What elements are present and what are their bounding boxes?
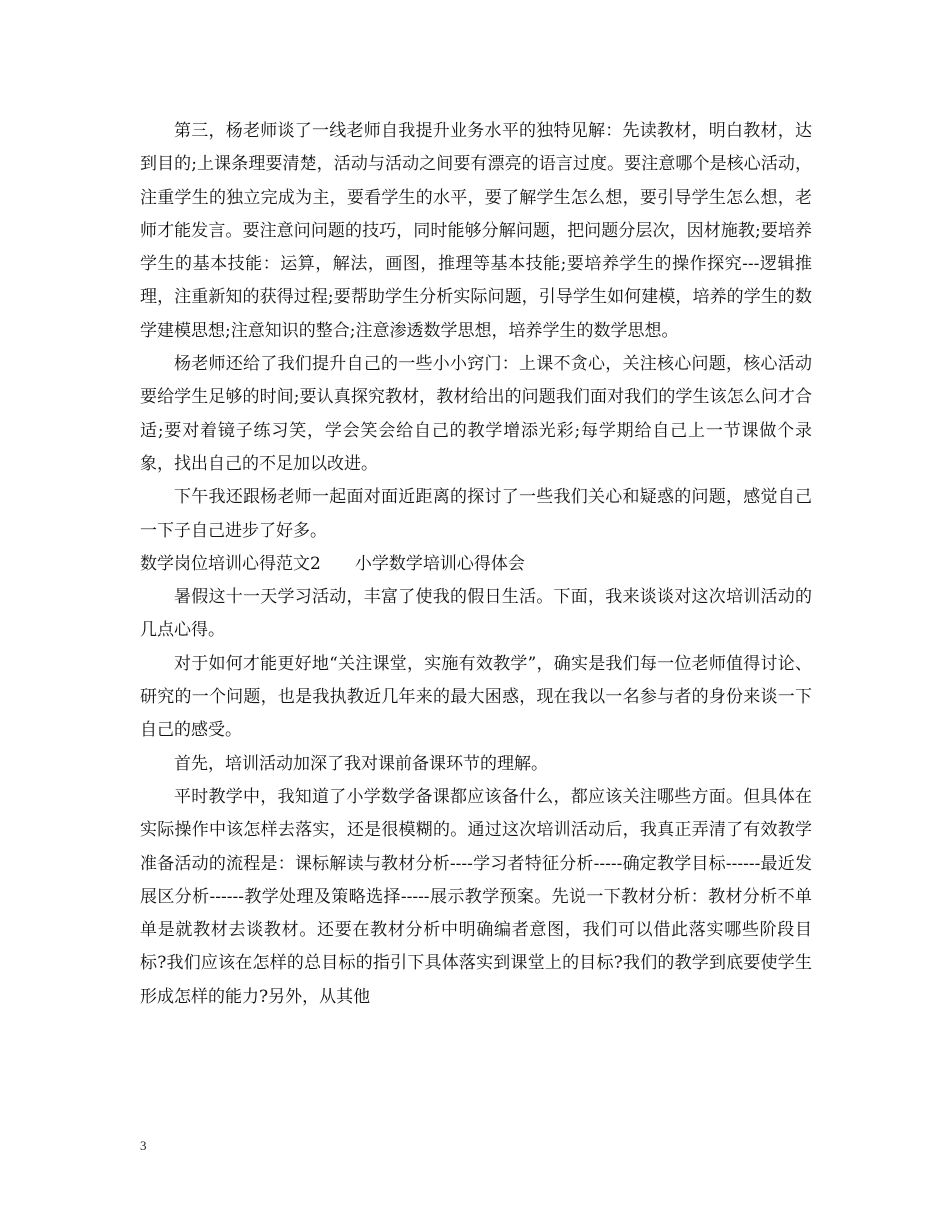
paragraph-teaching-process: 平时教学中，我知道了小学数学备课都应该备什么，都应该关注哪些方面。但具体在实际操作中该怎样去落实，还是很模糊的。通过这次培训活动后，我真正弄清了有效教学准备活动的流程是：课标解读与教材分析----学习者特征分析-----确定教学目标------最近发展区分析------教学处理及策略选择-----展示教学预案。先说一下教材分析：教材分析不单单是就教材去谈教材。还要在教材分析中明确编者意图，我们可以借此落实哪些阶段目标?我们应该在怎样的总目标的指引下具体落实到课堂上的目标?我们的教学到底要使学生形成怎样的能力?另外，从其他 xyxy=(140,786,812,1007)
paragraph-afternoon-discussion: 下午我还跟杨老师一起面对面近距离的探讨了一些我们关心和疑惑的问题，感觉自己一下子自己进步了好多。 xyxy=(140,487,812,541)
section-heading: 数学岗位培训心得范文2 小学数学培训心得体会 xyxy=(140,553,525,574)
paragraph-effective-teaching: 对于如何才能更好地“关注课堂，实施有效教学”，确实是我们每一位老师值得讨论、研究的一个问题，也是我执教近几年来的最大困惑，现在我以一名参与者的身份来谈一下自己的感受。 xyxy=(140,653,812,741)
paragraph-lesson-prep: 首先，培训活动加深了我对课前备课环节的理解。 xyxy=(174,753,548,774)
paragraph-summer-study: 暑假这十一天学习活动，丰富了使我的假日生活。下面，我来谈谈对这次培训活动的几点心得。 xyxy=(140,587,812,641)
paragraph-yang-views: 第三，杨老师谈了一线老师自我提升业务水平的独特见解：先读教材，明白教材，达到目的;上课条理要清楚，活动与活动之间要有漂亮的语言过度。要注意哪个是核心活动，注重学生的独立完成为主，要看学生的水平，要了解学生怎么想，要引导学生怎么想，老师才能发言。要注意问问题的技巧，同时能够分解问题，把问题分层次，因材施教;要培养学生的基本技能：运算，解法，画图，推理等基本技能;要培养学生的操作探究---逻辑推理，注重新知的获得过程;要帮助学生分析实际问题，引导学生如何建模，培养的学生的数学建模思想;注意知识的整合;注意渗透数学思想，培养学生的数学思想。 xyxy=(140,121,812,341)
page-number: 3 xyxy=(140,1138,147,1153)
document-body xyxy=(140,115,812,1014)
paragraph-yang-tips: 杨老师还给了我们提升自己的一些小小窍门：上课不贪心，关注核心问题，核心活动要给学生足够的时间;要认真探究教材，教材给出的问题我们面对我们的学生该怎么问才合适;要对着镜子练习笑，学会笑会给自己的教学增添光彩;每学期给自己上一节课做个录象，找出自己的不足加以改进。 xyxy=(140,354,812,474)
